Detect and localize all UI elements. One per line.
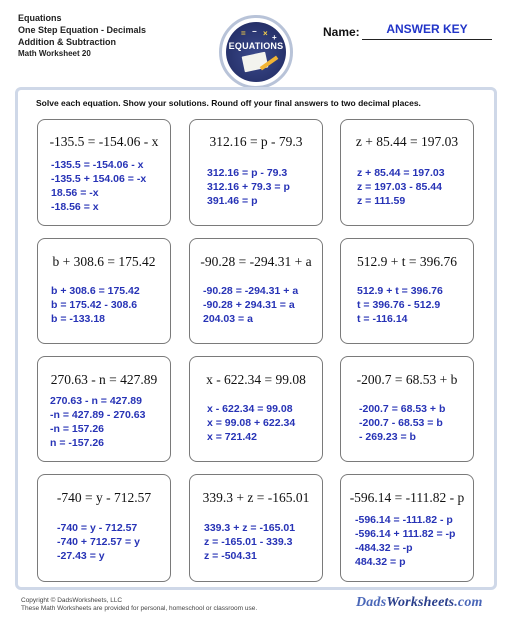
logo-title: EQUATIONS xyxy=(228,41,284,51)
solution-step: - 269.23 = b xyxy=(359,431,416,443)
solution-steps xyxy=(357,166,445,208)
solution-step: b = 175.42 - 308.6 xyxy=(51,299,138,311)
problem-equation: -135.5 = -154.06 - x xyxy=(49,134,159,149)
solution-step: n = -157.26 xyxy=(50,437,104,449)
solution-step: 270.63 - n = 427.89 xyxy=(50,395,142,407)
solution-steps xyxy=(207,166,290,208)
problem-equation: 339.3 + z = -165.01 xyxy=(202,490,310,505)
problem-card-11 xyxy=(189,474,323,582)
copyright-text: Copyright © DadsWorksheets, LLC xyxy=(21,597,123,604)
problem-card-5 xyxy=(189,238,323,344)
problem-equation: -200.7 = 68.53 + b xyxy=(356,372,458,387)
problem-card-2 xyxy=(189,119,323,226)
solution-step: z = -165.01 - 339.3 xyxy=(204,536,293,548)
problem-card-9 xyxy=(340,356,474,462)
paper-icon xyxy=(242,52,269,73)
header-worksheet-number: Math Worksheet 20 xyxy=(18,49,91,58)
solution-steps xyxy=(51,158,146,214)
problem-equation: 270.63 - n = 427.89 xyxy=(50,372,158,387)
solution-step: 484.32 = p xyxy=(355,556,406,568)
solution-step: b = -133.18 xyxy=(51,313,105,325)
name-label: Name: xyxy=(323,25,360,39)
name-field-line xyxy=(362,39,492,40)
worksheet-header xyxy=(18,12,146,60)
solution-steps xyxy=(51,284,140,326)
solution-step: -200.7 - 68.53 = b xyxy=(359,417,443,429)
problem-equation: z + 85.44 = 197.03 xyxy=(355,134,459,149)
solution-steps xyxy=(357,284,443,326)
solution-step: x - 622.34 = 99.08 xyxy=(207,403,293,415)
problem-equation: -740 = y - 712.57 xyxy=(56,490,152,505)
header-topic: Addition & Subtraction xyxy=(18,37,116,47)
solution-step: x = 99.08 + 622.34 xyxy=(207,417,296,429)
solution-step: z = 197.03 - 85.44 xyxy=(357,181,442,193)
solution-step: z = 111.59 xyxy=(357,195,406,207)
plus-symbol-icon: + xyxy=(272,33,277,42)
solution-step: 312.16 + 79.3 = p xyxy=(207,181,290,193)
problem-card-7 xyxy=(37,356,171,462)
solution-step: -200.7 = 68.53 + b xyxy=(359,403,446,415)
header-subtitle: One Step Equation - Decimals xyxy=(18,25,147,35)
problem-equation: b + 308.6 = 175.42 xyxy=(52,254,156,269)
problem-card-1 xyxy=(37,119,171,226)
problem-equation: 312.16 = p - 79.3 xyxy=(209,134,303,149)
solution-step: t = -116.14 xyxy=(357,313,408,325)
solution-step: -27.43 = y xyxy=(57,550,105,562)
solution-step: -18.56 = x xyxy=(51,201,99,213)
brand-logo xyxy=(356,595,483,611)
problem-card-10 xyxy=(37,474,171,582)
problem-card-3 xyxy=(340,119,474,226)
solution-step: 18.56 = -x xyxy=(51,187,99,199)
solution-step: -484.32 = -p xyxy=(355,542,413,554)
solution-step: -596.14 + 111.82 = -p xyxy=(355,528,456,540)
problem-equation: -90.28 = -294.31 + a xyxy=(200,254,312,269)
solution-steps xyxy=(207,402,295,444)
solution-step: -n = 157.26 xyxy=(50,423,104,435)
solution-steps xyxy=(203,284,298,326)
equations-logo xyxy=(219,15,293,89)
equals-symbol-icon: = xyxy=(241,29,246,38)
solution-step: 391.46 = p xyxy=(207,195,258,207)
solution-step: z + 85.44 = 197.03 xyxy=(357,167,445,179)
problem-equation: 512.9 + t = 396.76 xyxy=(357,254,457,269)
solution-step: -135.5 + 154.06 = -x xyxy=(51,173,147,185)
solution-step: 512.9 + t = 396.76 xyxy=(357,285,443,297)
name-field-value: ANSWER KEY xyxy=(386,22,468,36)
solution-step: -740 + 712.57 = y xyxy=(57,536,140,548)
footer xyxy=(21,597,257,613)
solution-steps xyxy=(50,394,145,450)
solution-step: -n = 427.89 - 270.63 xyxy=(50,409,146,421)
brand-part-dads: Dads xyxy=(356,595,387,610)
problem-card-8 xyxy=(189,356,323,462)
solution-step: 339.3 + z = -165.01 xyxy=(204,522,296,534)
solution-steps xyxy=(359,402,445,444)
solution-step: 204.03 = a xyxy=(203,313,253,325)
instructions: Solve each equation. Show your solutions. Round off your final answers to two decimal places. xyxy=(36,98,421,108)
solution-step: t = 396.76 - 512.9 xyxy=(357,299,441,311)
usage-note: These Math Worksheets are provided for personal, homeschool or classroom use. xyxy=(21,605,258,612)
header-title: Equations xyxy=(18,13,62,23)
solution-step: -740 = y - 712.57 xyxy=(57,522,138,534)
problem-card-4 xyxy=(37,238,171,344)
times-symbol-icon: × xyxy=(263,29,268,38)
brand-part-worksheets: Worksheets xyxy=(386,595,455,610)
solution-steps xyxy=(355,513,455,569)
worksheet-frame xyxy=(15,87,497,590)
solution-step: b + 308.6 = 175.42 xyxy=(51,285,140,297)
solution-step: -596.14 = -111.82 - p xyxy=(355,514,453,526)
solution-step: -135.5 = -154.06 - x xyxy=(51,159,144,171)
brand-part-domain: .com xyxy=(454,595,483,610)
solution-step: x = 721.42 xyxy=(207,431,257,443)
minus-symbol-icon: − xyxy=(252,27,257,36)
solution-step: -90.28 + 294.31 = a xyxy=(203,299,295,311)
problem-card-6 xyxy=(340,238,474,344)
problem-equation: -596.14 = -111.82 - p xyxy=(349,490,465,505)
problem-equation: x - 622.34 = 99.08 xyxy=(206,372,306,387)
logo-disc xyxy=(226,22,286,82)
solution-steps xyxy=(57,521,140,563)
solution-steps xyxy=(204,521,295,563)
solution-step: 312.16 = p - 79.3 xyxy=(207,167,288,179)
solution-step: -90.28 = -294.31 + a xyxy=(203,285,299,297)
problem-card-12 xyxy=(340,474,474,582)
solution-step: z = -504.31 xyxy=(204,550,257,562)
